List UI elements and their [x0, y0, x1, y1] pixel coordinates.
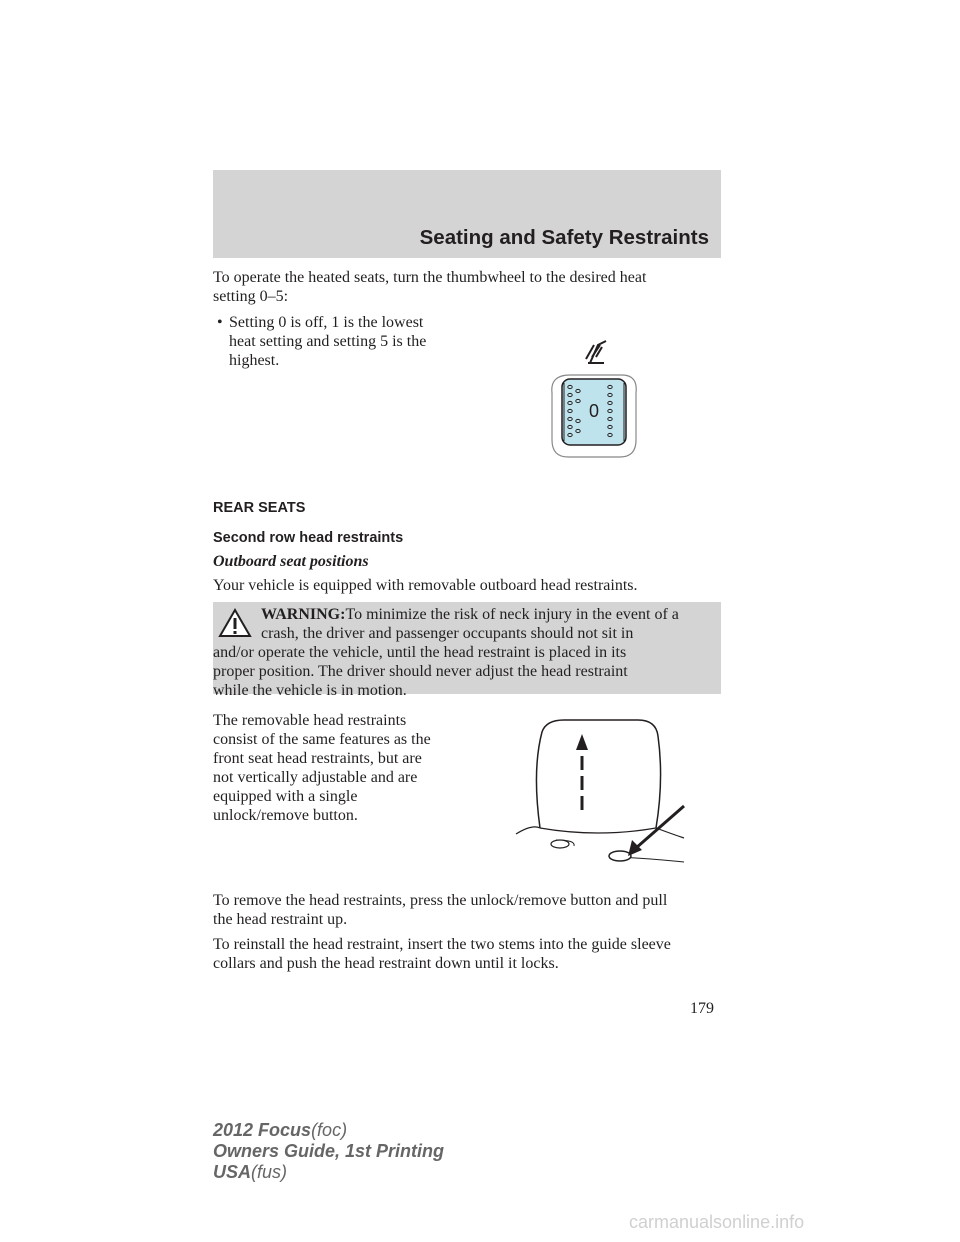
warning-text — [213, 605, 713, 700]
footer-line3 — [213, 1162, 287, 1183]
rear-seats-para1: Your vehicle is equipped with removable outboard head restraints. — [213, 577, 638, 594]
rear-seats-para2-line2: consist of the same features as the — [213, 731, 431, 748]
heated-seats-intro-line1: To operate the heated seats, turn the thumbwheel to the desired heat — [213, 269, 647, 286]
heated-seat-thumbwheel-illustration — [540, 335, 650, 465]
rear-seats-para4-line2: collars and push the head restraint down until it locks. — [213, 955, 559, 972]
rear-seats-para2-line1: The removable head restraints — [213, 712, 407, 729]
footer-line1 — [213, 1120, 347, 1141]
watermark: carmanualsonline.info — [629, 1212, 805, 1232]
warning-line5: while the vehicle is in motion. — [213, 682, 407, 699]
head-restraint-illustration — [512, 710, 692, 870]
header-band — [213, 170, 721, 258]
rear-seats-para3-line1: To remove the head restraints, press the unlock/remove button and pull — [213, 892, 668, 909]
rear-seats-para2-line4: not vertically adjustable and are — [213, 769, 418, 786]
warning-line4: proper position. The driver should never adjust the head restraint — [213, 663, 628, 680]
thumbwheel-value: 0 — [588, 401, 600, 421]
bullet-line3: highest. — [229, 352, 280, 369]
rear-seats-para4-line1: To reinstall the head restraint, insert the two stems into the guide sleeve — [213, 936, 671, 953]
unlock-remove-button — [609, 851, 631, 861]
bullet-icon: • — [217, 314, 223, 331]
footer-model: 2012 Focus — [213, 1120, 312, 1140]
heated-seats-intro-line2: setting 0–5: — [213, 288, 289, 305]
heated-seat-icon — [586, 341, 606, 363]
left-stem-collar — [551, 840, 569, 848]
rear-seats-para2-line6: unlock/remove button. — [213, 807, 358, 824]
rear-seats-para2-line3: front seat head restraints, but are — [213, 750, 422, 767]
warning-label: WARNING: — [261, 606, 346, 623]
footer-market-code: (fus) — [251, 1162, 288, 1182]
page-number: 179 — [690, 1000, 714, 1017]
warning-line1: To minimize the risk of neck injury in the event of a — [345, 606, 679, 623]
warning-line3: and/or operate the vehicle, until the head restraint is placed in its — [213, 644, 627, 661]
warning-line2: crash, the driver and passenger occupants should not sit in — [261, 625, 634, 642]
outboard-positions-heading: Outboard seat positions — [213, 553, 369, 570]
rear-seats-para3-line2: the head restraint up. — [213, 911, 348, 928]
footer-market: USA — [213, 1162, 252, 1182]
rear-seats-heading: REAR SEATS — [213, 500, 306, 516]
bullet-line2: heat setting and setting 5 is the — [229, 333, 427, 350]
second-row-heading: Second row head restraints — [213, 530, 404, 546]
bullet-line1: Setting 0 is off, 1 is the lowest — [229, 314, 424, 331]
rear-seats-para2-line5: equipped with a single — [213, 788, 358, 805]
footer-model-code: (foc) — [311, 1120, 348, 1140]
section-title: Seating and Safety Restraints — [419, 226, 709, 249]
footer-line2: Owners Guide, 1st Printing — [213, 1141, 445, 1161]
